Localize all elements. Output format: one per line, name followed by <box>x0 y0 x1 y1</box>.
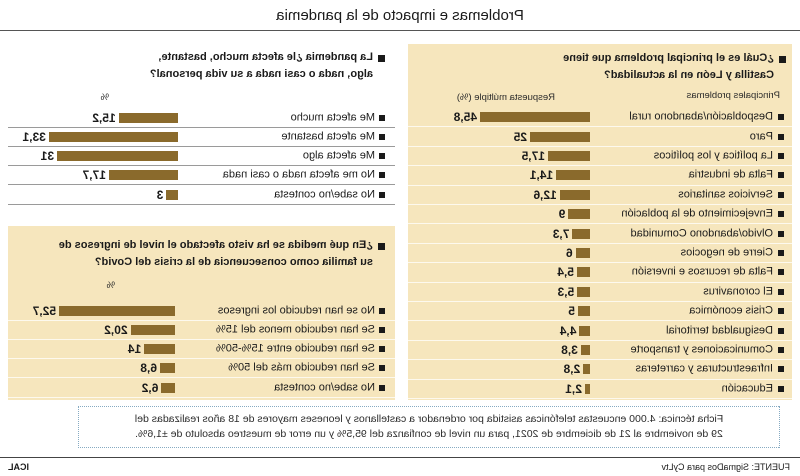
bar <box>109 170 178 180</box>
category-label: Se han reducido menos del 15% <box>216 323 375 336</box>
category-label: Se han reducido entre 15%-50% <box>216 342 375 355</box>
bar-row <box>8 321 395 340</box>
bar <box>581 345 590 355</box>
bar <box>480 112 590 122</box>
value-label: 5 <box>568 304 575 319</box>
value-label: 4,4 <box>559 323 577 338</box>
bar <box>556 170 590 180</box>
bar-row <box>408 224 792 243</box>
category-label: Falta de industria <box>688 168 773 181</box>
category-label: La política y los políticos <box>653 149 773 162</box>
value-label: 5,4 <box>557 265 575 280</box>
bullet-square-icon <box>778 289 784 295</box>
chart-panel-ingresos <box>8 226 395 400</box>
bullet-square-icon <box>778 347 784 353</box>
bullet-square-icon <box>379 327 385 333</box>
value-label: 14,1 <box>529 168 554 183</box>
bullet-square-icon <box>778 328 784 334</box>
bullet-square-icon <box>379 365 385 371</box>
bar <box>578 306 590 316</box>
category-label: Desigualdad territorial <box>666 324 773 337</box>
value-label: 6 <box>565 245 573 260</box>
category-label: Me afecta algo <box>302 149 375 162</box>
value-label: 52,7 <box>32 303 57 318</box>
value-label: 17,7 <box>82 168 106 183</box>
bullet-square-icon <box>778 366 784 372</box>
value-label: 2,8 <box>563 362 581 377</box>
category-label: Me afecta bastante <box>281 130 375 143</box>
category-label: No se han reducido los ingresos <box>217 304 375 317</box>
category-label: Crisis económica <box>689 304 773 317</box>
bar <box>49 132 178 142</box>
value-label: 15,2 <box>92 110 116 125</box>
category-label: Falta de recursos e inversión <box>631 265 773 278</box>
bar <box>57 151 178 161</box>
value-header: Respuesta múltiple (%) <box>456 92 555 103</box>
bullet-square-icon <box>379 172 385 178</box>
bar-row <box>408 321 792 340</box>
bullet-square-icon <box>778 114 784 120</box>
bullet-square-icon <box>778 269 784 275</box>
bar <box>161 383 175 393</box>
category-label: El coronavirus <box>703 285 773 298</box>
bar-row <box>8 185 395 204</box>
category-label: Olvido/abandono Comunidad <box>630 227 773 240</box>
bullet-square-icon <box>778 386 784 392</box>
bar <box>577 267 590 277</box>
chart-title: ¿En qué medida se ha visto afectado el nivel de ingresos de su familia como consecuencia de la crisis del Covid? <box>58 239 373 268</box>
category-label: Cierre de negocios <box>680 246 773 259</box>
category-label: No me afecta nada o casi nada <box>222 168 375 181</box>
footer-divider <box>0 457 800 458</box>
bar-row <box>8 147 395 166</box>
bar-row <box>8 166 395 185</box>
bar <box>560 190 590 200</box>
category-label: No sabe/no contesta <box>274 381 375 394</box>
technical-note-text: Ficha técnica: 4.000 encuestas telefónicas asistida por ordenador a castellanos y leoneses mayores de 18 años realizadas del 29 de noviembre al 21 de diciembre de 2021, para un nivel de confianza del 95,5% y un error de muestreo absoluto de ±1,6%. <box>134 413 724 440</box>
category-label: Educación <box>721 382 773 395</box>
chart-panel-problemas <box>408 44 792 400</box>
category-label: Servicios sanitarios <box>678 188 773 201</box>
category-label: No sabe/no contesta <box>274 188 375 201</box>
bar <box>568 209 590 219</box>
value-header: % <box>106 280 115 291</box>
technical-note-box <box>78 406 780 448</box>
bar-row <box>8 108 395 127</box>
value-label: 17,5 <box>521 148 545 163</box>
value-label: 5,3 <box>557 284 575 299</box>
bar-row <box>408 147 792 166</box>
bar <box>585 384 590 394</box>
bar-row <box>408 186 792 205</box>
category-label: Envejecimiento de la población <box>621 207 773 220</box>
bar <box>119 113 178 123</box>
source-credit: FUENTE: SigmaDos para CyLtv <box>661 462 790 472</box>
title-divider <box>0 30 800 31</box>
bar-row <box>408 166 792 185</box>
bullet-square-icon <box>379 192 385 198</box>
value-label: 25 <box>513 129 527 144</box>
bullet-square-icon <box>378 243 385 250</box>
bar-row <box>408 302 792 321</box>
category-label: Comunicaciones y transporte <box>630 343 773 356</box>
bullet-square-icon <box>379 134 385 140</box>
value-label: 7,3 <box>552 226 570 241</box>
value-label: 2,1 <box>565 381 582 396</box>
bullet-square-icon <box>778 308 784 314</box>
bar <box>572 229 590 239</box>
bullet-square-icon <box>778 192 784 198</box>
category-label: Despoblación/abandono rural <box>629 110 773 123</box>
bar-row <box>408 263 792 282</box>
bullet-square-icon <box>778 134 784 140</box>
bar-row <box>408 360 792 379</box>
bar <box>577 287 590 297</box>
chart-panel-afectacion <box>8 44 395 208</box>
bullet-square-icon <box>379 346 385 352</box>
value-label: 6,8 <box>140 361 158 376</box>
value-label: 9 <box>558 207 566 222</box>
bar <box>59 306 175 316</box>
bar <box>576 248 590 258</box>
bar <box>160 363 175 373</box>
category-label: Se han reducido más del 50% <box>228 361 375 374</box>
bar <box>579 326 590 336</box>
bar <box>144 344 175 354</box>
bar-row <box>8 301 395 320</box>
bar-row <box>8 340 395 359</box>
bar-row <box>408 244 792 263</box>
value-label: 31 <box>40 149 55 164</box>
bar-row <box>408 380 792 399</box>
value-label: 45,8 <box>453 110 478 125</box>
bar <box>548 151 590 161</box>
bullet-square-icon <box>379 153 385 159</box>
bar-row <box>8 359 395 378</box>
bullet-square-icon <box>778 211 784 217</box>
bar-row <box>408 205 792 224</box>
category-label: Paro <box>749 130 773 143</box>
value-label: 6,2 <box>141 380 159 395</box>
value-label: 3 <box>156 187 164 202</box>
value-label: 14 <box>127 342 142 357</box>
bar-row <box>8 128 395 147</box>
value-label: 33,1 <box>22 129 46 144</box>
bar <box>166 190 178 200</box>
category-label: Infraestructuras y carreteras <box>635 362 773 375</box>
bullet-square-icon <box>778 153 784 159</box>
bar-row <box>408 127 792 146</box>
chart-title: La pandemia ¿le afecta mucho, bastante, algo, nada o casi nada a su vida personal? <box>149 51 373 80</box>
bar <box>583 364 590 374</box>
bar-row <box>408 283 792 302</box>
value-header: % <box>100 92 109 103</box>
bar-row <box>408 108 792 127</box>
bullet-square-icon <box>779 56 786 63</box>
bullet-square-icon <box>778 172 784 178</box>
chart-title: ¿Cuál es el principal problema que tiene Castilla y León en la actualidad? <box>563 52 774 81</box>
page-title: Problemas e impacto de la pandemia <box>276 7 524 24</box>
category-label: Me afecta mucho <box>290 111 375 124</box>
bullet-square-icon <box>379 308 385 314</box>
bullet-square-icon <box>378 55 385 62</box>
bullet-square-icon <box>778 250 784 256</box>
bullet-square-icon <box>379 385 385 391</box>
bullet-square-icon <box>379 115 385 121</box>
bar <box>131 325 175 335</box>
bar-row <box>408 341 792 360</box>
agency-credit: ICAL <box>8 462 29 472</box>
value-label: 12,6 <box>533 187 557 202</box>
value-label: 20,2 <box>104 322 128 337</box>
category-header: Principales problemas <box>686 90 780 101</box>
bar <box>530 132 590 142</box>
bullet-square-icon <box>778 231 784 237</box>
bar-row <box>8 378 395 397</box>
value-label: 3,8 <box>561 342 578 357</box>
